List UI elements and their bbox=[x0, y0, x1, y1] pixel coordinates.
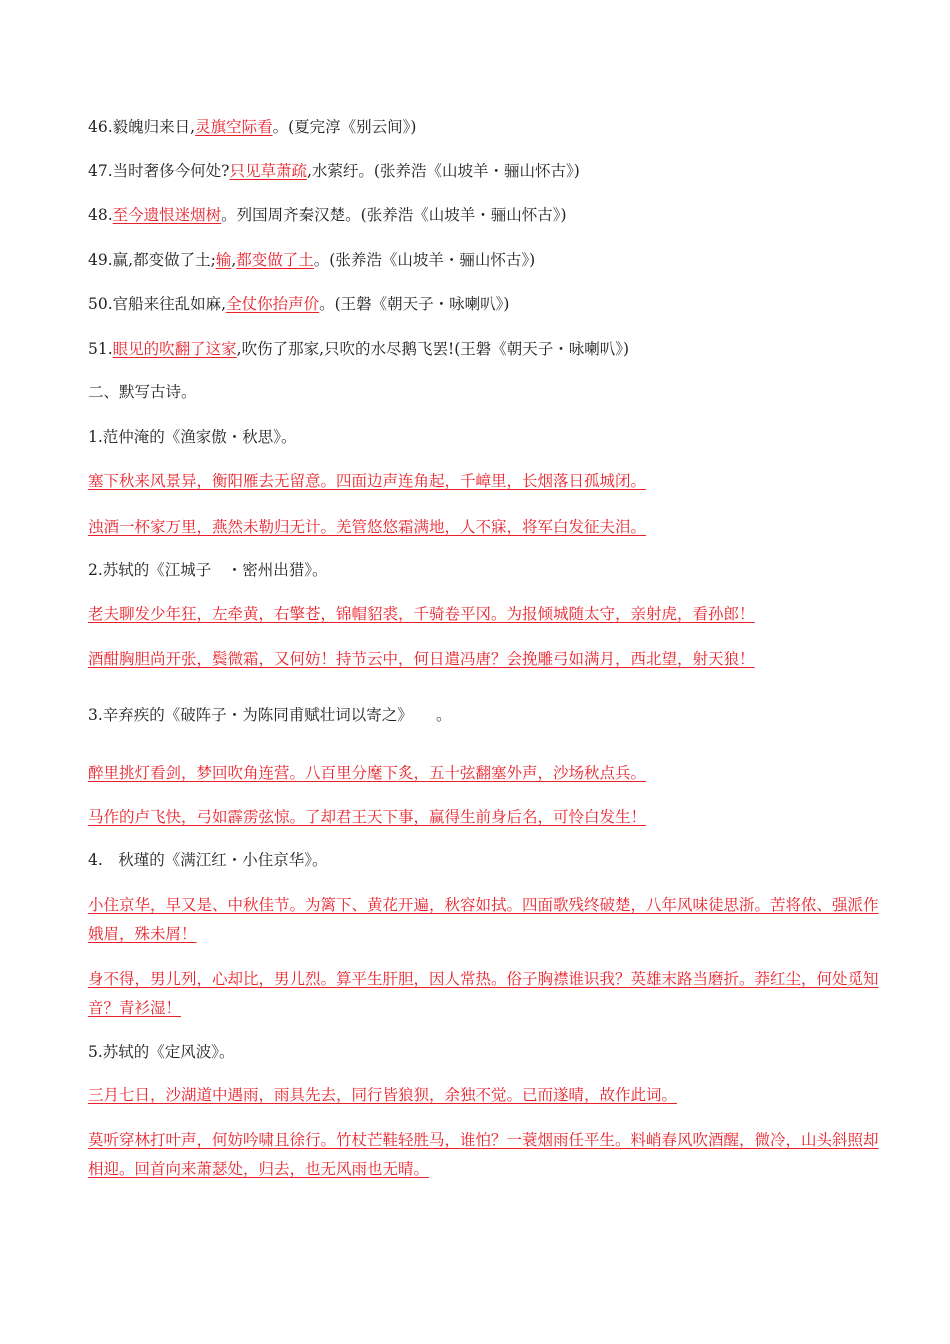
poem-heading-5: 5.苏轼的《定风波》。 bbox=[88, 1043, 235, 1061]
section-title: 二、默写古诗。 bbox=[88, 383, 197, 401]
poem-line bbox=[88, 891, 888, 949]
poem-line bbox=[88, 803, 888, 832]
poem-text: 醉里挑灯看剑，梦回吹角连营。八百里分麾下炙，五十弦翻塞外声，沙场秋点兵。 bbox=[88, 764, 647, 782]
quote-answer: 只见草萧疏 bbox=[229, 162, 307, 180]
poem-line bbox=[88, 1081, 888, 1110]
quote-suffix: ,水萦纡。(张养浩《山坡羊・骊山怀古》) bbox=[306, 162, 580, 180]
quote-prefix: 48. bbox=[88, 206, 113, 224]
poem-text: 身不得，男儿列，心却比，男儿烈。算平生肝胆，因人常热。俗子胸襟谁识我？英雄末路当磨折。莽红尘，何处觅知音？青衫湿！ bbox=[88, 970, 879, 1017]
quote-prefix: 49.赢,都变做了土; bbox=[88, 251, 216, 269]
poem-text: 莫听穿林打叶声，何妨吟啸且徐行。竹杖芒鞋轻胜马，谁怕？一蓑烟雨任平生。料峭春风吹酒醒，微冷，山头斜照却相迎。回首向来萧瑟处，归去，也无风雨也无晴。 bbox=[88, 1131, 879, 1178]
quote-prefix: 51. bbox=[88, 340, 113, 358]
quote-suffix: 。(夏完淳《别云间》) bbox=[272, 118, 417, 136]
quote-answer: 灵旗空际看 bbox=[195, 118, 273, 136]
poem-text: 浊酒一杯家万里，燕然未勒归无计。羌管悠悠霜满地，人不寐，将军白发征夫泪。 bbox=[88, 518, 647, 536]
poem-text: 酒酣胸胆尚开张，鬓微霜，又何妨！持节云中，何日遣冯唐？会挽雕弓如满月，西北望，射天狼！ bbox=[88, 650, 755, 668]
quote-48 bbox=[88, 204, 567, 226]
quote-51 bbox=[88, 338, 629, 360]
quote-50 bbox=[88, 293, 509, 315]
quote-answer: 全仗你抬声价 bbox=[226, 295, 320, 313]
quote-suffix: ,吹伤了那家,只吹的水尽鹅飞罢!(王磐《朝天子・咏喇叭》) bbox=[236, 340, 630, 358]
quote-suffix: 。(王磐《朝天子・咏喇叭》) bbox=[319, 295, 510, 313]
poem-text: 小住京华，早又是、中秋佳节。为篱下、黄花开遍，秋容如拭。四面歌残终破楚，八年风味徒思浙。苦将侬、强派作娥眉，殊未屑！ bbox=[88, 896, 879, 943]
quote-prefix: 47.当时奢侈今何处? bbox=[88, 162, 230, 180]
quote-prefix: 46.毅魄归来日, bbox=[88, 118, 196, 136]
poem-line bbox=[88, 645, 888, 674]
poem-text: 马作的卢飞快，弓如霹雳弦惊。了却君王天下事，赢得生前身后名，可怜白发生！ bbox=[88, 808, 647, 826]
quote-47 bbox=[88, 160, 580, 182]
poem-heading-1: 1.范仲淹的《渔家傲・秋思》。 bbox=[88, 428, 297, 446]
poem-text: 塞下秋来风景异，衡阳雁去无留意。四面边声连角起，千嶂里，长烟落日孤城闭。 bbox=[88, 472, 647, 490]
quote-answer: 至今遗恨迷烟树 bbox=[112, 206, 222, 224]
poem-text: 老夫聊发少年狂，左牵黄，右擎苍，锦帽貂裘，千骑卷平冈。为报倾城随太守，亲射虎，看孙郎！ bbox=[88, 605, 755, 623]
quote-suffix: 。列国周齐秦汉楚。(张养浩《山坡羊・骊山怀古》) bbox=[221, 206, 567, 224]
poem-heading-3: 3.辛弃疾的《破阵子・为陈同甫赋壮词以寄之》 。 bbox=[88, 706, 452, 724]
quote-answer-2: 都变做了土 bbox=[236, 251, 314, 269]
poem-line bbox=[88, 1126, 888, 1184]
poem-line bbox=[88, 759, 888, 788]
poem-heading-4: 4. 秋瑾的《满江红・小住京华》。 bbox=[88, 851, 328, 869]
quote-prefix: 50.官船来往乱如麻, bbox=[88, 295, 227, 313]
poem-line bbox=[88, 513, 888, 542]
poem-line bbox=[88, 600, 888, 629]
poem-line bbox=[88, 965, 888, 1023]
quote-answer: 输 bbox=[215, 251, 232, 269]
quote-49 bbox=[88, 249, 535, 271]
quote-answer: 眼见的吹翻了这家 bbox=[112, 340, 237, 358]
poem-heading-2: 2.苏轼的《江城子 ・密州出猎》。 bbox=[88, 561, 328, 579]
quote-suffix: 。(张养浩《山坡羊・骊山怀古》) bbox=[313, 251, 536, 269]
quote-middle: , bbox=[231, 251, 237, 269]
poem-text: 三月七日，沙湖道中遇雨，雨具先去，同行皆狼狈，余独不觉。已而遂晴，故作此词。 bbox=[88, 1086, 678, 1104]
quote-46 bbox=[88, 116, 416, 138]
poem-line bbox=[88, 467, 888, 496]
